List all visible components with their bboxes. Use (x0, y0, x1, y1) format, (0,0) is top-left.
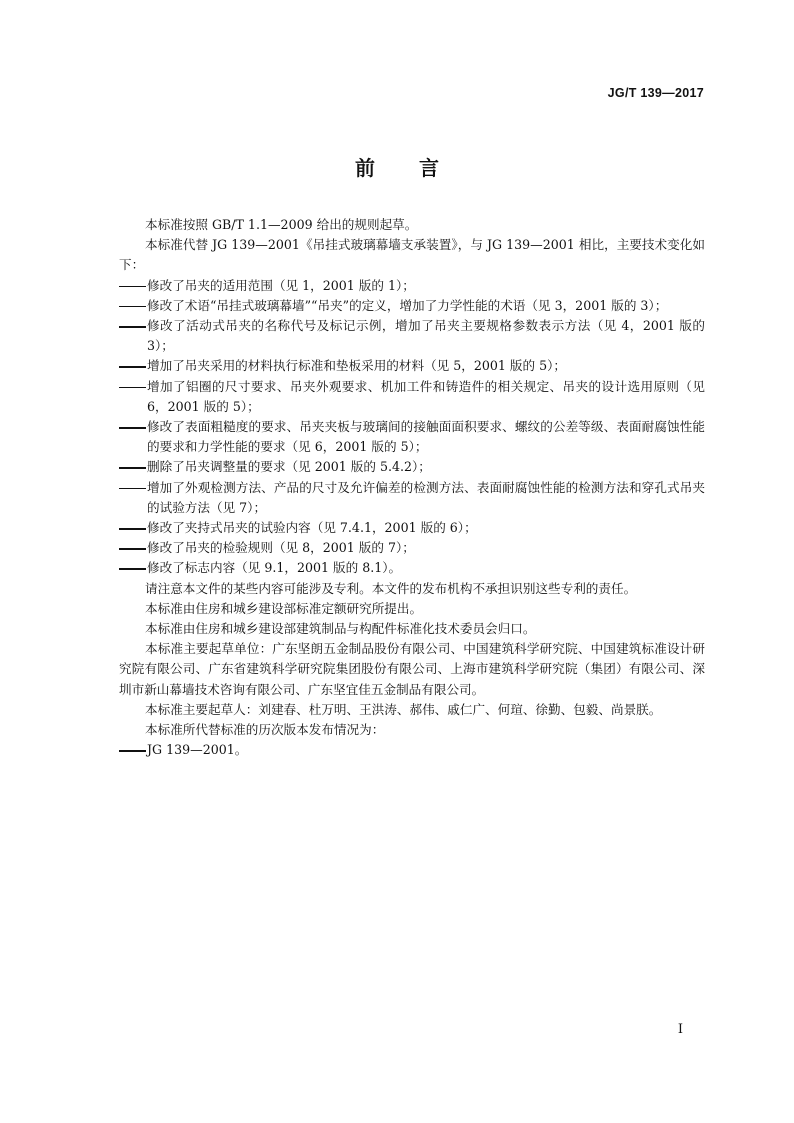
dash-marker (119, 478, 147, 518)
list-item-text: 增加了外观检测方法、产品的尺寸及允许偏差的检测方法、表面耐腐蚀性能的检测方法和穿孔式吊夹的试验方法（见 7）； (147, 479, 705, 515)
paragraph-replacement: 本标准代替 JG 139—2001《吊挂式玻璃幕墙支承装置》，与 JG 139—2001 相比，主要技术变化如下： (119, 237, 705, 273)
list-item-text: 修改了夹持式吊夹的试验内容（见 7.4.1，2001 版的 6）； (147, 520, 477, 536)
list-item-text: 增加了铝圈的尺寸要求、吊夹外观要求、机加工件和铸造件的相关规定、吊夹的设计选用原则（见 6，2001 版的 5）； (147, 378, 705, 414)
list-item (119, 457, 705, 477)
list-item (119, 356, 705, 376)
dash-marker (119, 356, 147, 376)
dash-marker (119, 518, 147, 538)
list-item-text: 增加了吊夹采用的材料执行标准和垫板采用的材料（见 5，2001 版的 5）； (147, 358, 567, 374)
paragraph-drafting-rules: 本标准按照 GB/T 1.1—2009 给出的规则起草。 (145, 217, 418, 232)
list-item (119, 377, 705, 417)
dash-marker (119, 276, 147, 296)
dash-marker (119, 740, 147, 760)
list-item (119, 478, 705, 518)
list-item-text: 修改了活动式吊夹的名称代号及标记示例，增加了吊夹主要规格参数表示方法（见 4，2001 版的 3）； (147, 318, 705, 354)
paragraph-drafting-units: 本标准主要起草单位：广东坚朗五金制品股份有限公司、中国建筑科学研究院、中国建筑标准设计研究院有限公司、广东省建筑科学研究院集团股份有限公司、上海市建筑科学研究院（集团）有限公司、深圳市新山幕墙技术咨询有限公司、广东坚宜佳五金制品有限公司。 (119, 641, 705, 697)
document-code: JG/T 139—2017 (607, 86, 704, 100)
history-list-item (119, 740, 705, 760)
list-item (119, 518, 705, 538)
foreword-body (119, 215, 705, 760)
list-item-text: 修改了表面粗糙度的要求、吊夹夹板与玻璃间的接触面面积要求、螺纹的公差等级、表面耐腐蚀性能的要求和力学性能的要求（见 6，2001 版的 5）； (147, 419, 705, 455)
page-title: 前言 (355, 156, 483, 180)
list-item-text: 修改了术语“吊挂式玻璃幕墙”“吊夹”的定义，增加了力学性能的术语（见 3，2001 版的 3）； (147, 297, 668, 313)
dash-marker (119, 316, 147, 356)
dash-marker (119, 377, 147, 417)
list-item (119, 316, 705, 356)
list-item (119, 276, 705, 296)
paragraph-proposer: 本标准由住房和城乡建设部标准定额研究所提出。 (145, 600, 423, 616)
dash-marker (119, 457, 147, 477)
paragraph-committee: 本标准由住房和城乡建设部建筑制品与构配件标准化技术委员会归口。 (145, 621, 536, 637)
dash-marker (119, 417, 147, 457)
paragraph-patent-notice: 请注意本文件的某些内容可能涉及专利。本文件的发布机构不承担识别这些专利的责任。 (145, 580, 637, 596)
list-item (119, 417, 705, 457)
history-item-text: JG 139—2001。 (147, 742, 248, 758)
list-item-text: 修改了吊夹的适用范围（见 1，2001 版的 1）； (147, 277, 415, 293)
dash-marker (119, 538, 147, 558)
list-item-text: 修改了吊夹的检验规则（见 8，2001 版的 7）； (147, 540, 415, 556)
list-item (119, 296, 705, 316)
list-item (119, 558, 705, 578)
page-number: I (677, 1022, 683, 1037)
paragraph-history: 本标准所代替标准的历次版本发布情况为： (145, 722, 385, 738)
list-item-text: 删除了吊夹调整量的要求（见 2001 版的 5.4.2）； (147, 459, 431, 475)
dash-marker (119, 296, 147, 316)
list-item-text: 修改了标志内容（见 9.1，2001 版的 8.1）。 (147, 560, 402, 576)
paragraph-drafters: 本标准主要起草人：刘建春、杜万明、王洪涛、郝伟、戚仁广、何瑄、徐勤、包毅、尚景朕。 (145, 701, 662, 717)
dash-marker (119, 558, 147, 578)
list-item (119, 538, 705, 558)
